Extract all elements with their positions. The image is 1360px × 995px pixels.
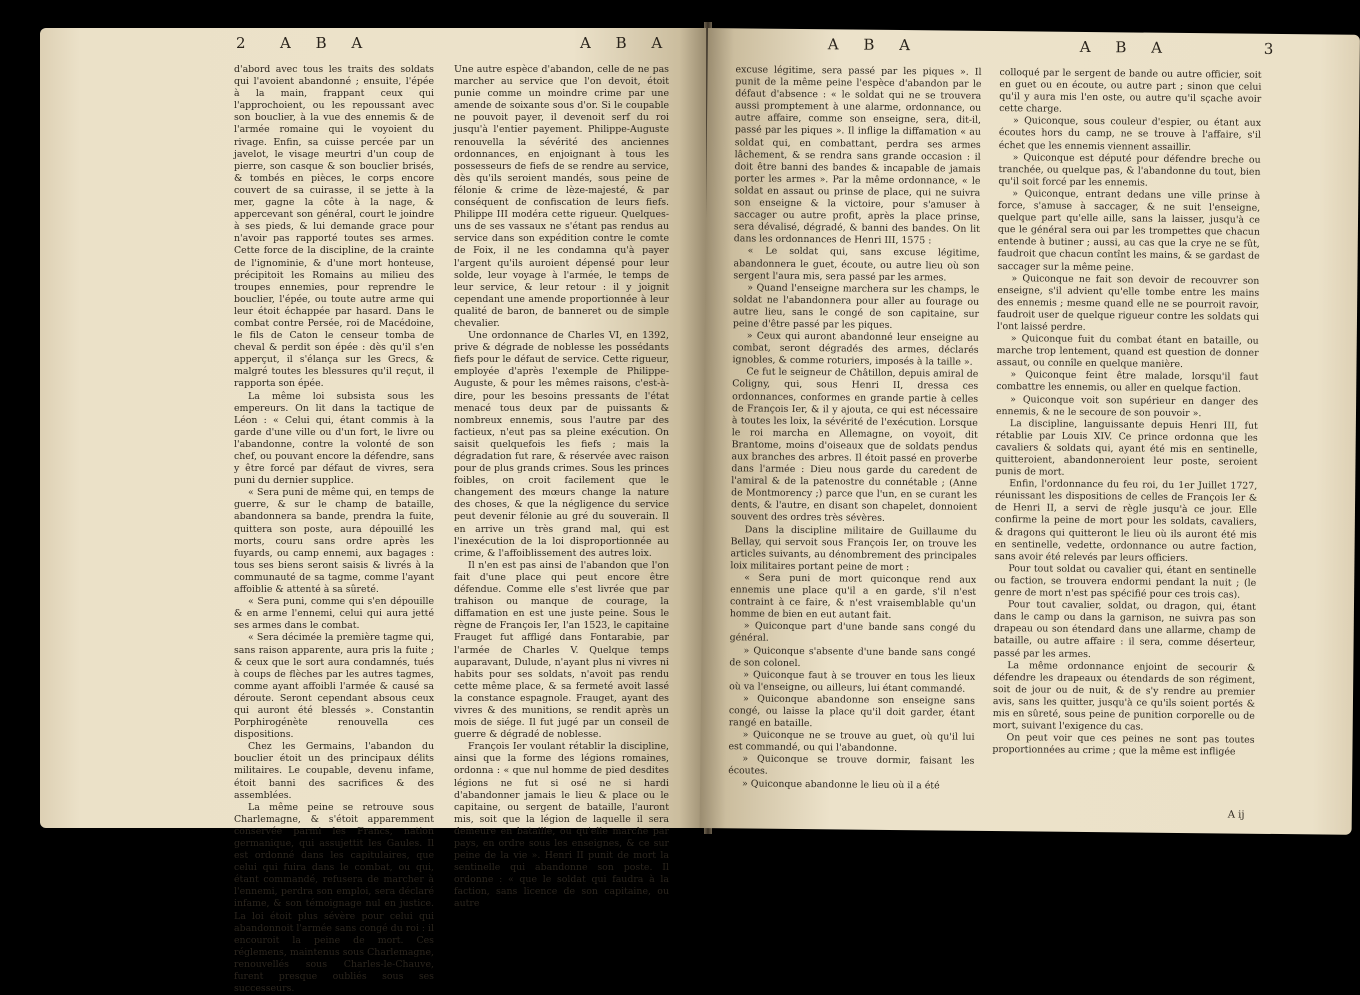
paragraph: » Quiconque ne fait son devoir de recouvrer son enseigne, s'il advient qu'elle tombe entre les mains des ennemis ; mesme quand elle ne se pourroit ravoir, faudroit user de quelque rigueur contre les soldats qui l'ont laissé perdre. [996,272,1260,333]
paragraph: excuse légitime, sera passé par les piques ». Il punit de la même peine l'espèce d'abandon par le défaut d'absence : « le soldat qui ne se trouvera aussi promptement à une alarme, ordonnance, ou autre affaire, comme son enseigne, sera, dit-il, passé par les piques ». Il inflige la diffamation « au soldat qui, en combattant, perdra ses armes lâchement, & se rendra sans grande occasion : il doit être banni des bandes & incapable de jamais porter les armes ». Par la même ordonnance, « le soldat en assaut ou prinse de place, qui ne suivra son enseigne & la victoire, pour s'amuser à saccager ou autre profit, après la place prinse, sera dévalisé, dégradé, & banni des bandes. On lit dans les ordonnances de Henri III, 1575 : [733,64,982,247]
paragraph: On peut voir que ces peines ne sont pas toutes proportionnées au crime ; que la même est infligée [992,732,1255,758]
paragraph: « Le soldat qui, sans excuse légitime, abandonnera le guet, écoute, ou autre lieu où son sergent l'aura mis, sera passé par les armes. [733,245,980,284]
paragraph: » Quiconque se trouve dormir, faisant les écoutes. [728,753,975,778]
right-page [700,28,1360,835]
paragraph: » Quiconque faut à se trouver en tous les lieux où va l'enseigne, ou ailleurs, lui étant commandé. [729,669,976,695]
paragraph: Il n'en est pas ainsi de l'abandon que l'on fait d'une place qui peut encore être défendue. Comme elle s'est livrée que par trahison ou manque de courage, la diffamation en est une juste peine. Sous le règne de François Ier, l'an 1523, le capitaine Frauget fut affligé dans Fontarabie, par l'armée de Charles V. Quelque temps auparavant, Dulude, n'ayant plus ni vivres ni habits pour ses soldats, n'avoit pas rendu cette même place, & sa fermeté avoit lassé la constance espagnole. Frauget, ayant des vivres & des munitions, se rendit après un mois de siége. Il fut jugé par un conseil de guerre & dégradé de noblesse. [454,559,669,741]
right-column-2 [992,67,1261,759]
paragraph: La même ordonnance enjoint de secourir & défendre les drapeaux ou étendards de son régiment, soit de jour ou de nuit, & de s'y rendre au premier avis, sans les quitter, jusqu'à ce qu'ils soient portés & mis en sûreté, sous peine de punition corporelle ou de mort, suivant l'exigence du cas. [992,659,1256,733]
right-running-head-1: A B A [827,35,921,55]
paragraph: » Quiconque part d'une bande sans congé du général. [729,620,976,645]
right-column-1 [728,64,982,792]
paragraph: » Quiconque, entrant dedans une ville prinse à force, s'amuse à saccager, & ne suit l'enseigne, quelque part qu'elle aille, sans la laisser, jusqu'à ce que le général sera oui par les trompettes que chacun entende à butiner ; aussi, au cas que la crye ne se fût, faudroit que chacun contînt les mains, & se gardast de saccager sur la même peine. [997,188,1261,273]
paragraph: La même peine se retrouve sous Charlemagne, & s'étoit apparemment conservée parmi les Francs, nation germanique, qui assujettit les Gaules. Il est ordonné dans les capitulaires, que celui qui fuira dans le combat, ou qui, étant commandé, refusera de marcher à l'ennemi, perdra son emploi, sera déclaré infame, & son témoignage nul en justice. La loi étoit plus sévère pour celui qui abandonnoit l'armée sans congé du roi : il encouroit la peine de mort. Ces réglemens, maintenus sous Charlemagne, renouvellés sous Charles-le-Chauve, furent presque oubliés sous ses successeurs. [234,801,434,995]
left-page [40,28,706,995]
paragraph: « Sera décimée la première tagme qui, sans raison apparente, aura pris la fuite ; & ceux que le sort aura condamnés, tués à coups de flèches par les autres tagmes, comme ayant affoibli l'armée & causé sa déroute. Seront cependant absous ceux qui auront été blessés ». Constantin Porphirogénète renouvella ces dispositions. [234,632,434,741]
paragraph: » Quand l'enseigne marchera sur les champs, le soldat ne l'abandonnera pour aller au fourage ou autre lieu, sans le congé de son capitaine, sur peine d'être passé par les piques. [732,282,980,331]
paragraph: » Quiconque voit son supérieur en danger des ennemis, & ne le secoure de son pouvoir ». [995,393,1259,419]
paragraph: La même loi subsista sous les empereurs. On lit dans la tactique de Léon : « Celui qui, étant commis à la garde d'une ville ou d'un fort, le livre ou l'abandonne, contre la volonté de son chef, ou pouvant encore la défendre, sans y être forcé par défaut de vivres, sera puni du dernier supplice. [234,390,434,487]
paragraph: » Quiconque abandonne le lieu où il a été [742,777,940,791]
book-spread [20,0,1342,995]
left-column-1 [234,64,434,995]
paragraph: d'abord avec tous les traits des soldats qui l'avoient abandonné ; ensuite, l'épée à la main, frappant ceux qui l'approchoient, ou les repoussant avec son bouclier, à la vue des ennemis & de l'armée romaine qui le voyoient du rivage. Enfin, sa cuisse percée par un javelot, le visage meurtri d'un coup de pierre, son casque & son bouclier brisés, & tombés en pièces, le corps encore couvert de sa cuirasse, il se jette à la mer, gagne la côte à la nage, & appercevant son général, court le joindre à ses pieds, & lui demande grace pour n'avoir pas rapporté toutes ses armes. Cette force de la discipline, de la crainte de l'ignominie, & d'une mort honteuse, précipitoit les Romains au milieu des troupes ennemies, pour reprendre le bouclier, l'épée, ou toute autre arme qui leur étoit échappée par hasard. Dans le combat contre Persée, roi de Macédoine, le fils de Caton le censeur tomba de cheval & perdit son épée : dès qu'il s'en apperçut, il s'élança sur les Grecs, & malgré toutes les blessures qu'il reçut, il rapporta son épée. [234,64,434,390]
paragraph: » Ceux qui auront abandonné leur enseigne au combat, seront dégradés des armes, déclarés ignobles, & comme roturiers, imposés à la taille ». [732,330,979,369]
paragraph: « Sera puni, comme qui s'en dépouille & en arme l'ennemi, celui qui aura jetté ses armes dans le combat. [234,596,434,632]
paragraph: Ce fut le seigneur de Châtillon, depuis amiral de Coligny, qui, sous Henri II, dressa ces ordonnances, conformes en grande partie à celles de François Ier, & il y ajouta, ce qui est nécessaire à toutes les loix, la sévérité de l'exécution. Lorsque le roi marcha en Allemagne, on voyoit, dit Brantome, moins d'oiseaux que de soldats pendus aux branches des arbres. Il étoit passé en proverbe dans l'armée : Dieu nous garde du caredent de l'amiral & de la patenostre du connétable ; (Anne de Montmorency ;) parce que l'un, en se curant les dents, & l'autre, en disant son chapelet, donnoient souvent des ordres très sévères. [730,366,979,525]
paragraph: Dans la discipline militaire de Guillaume du Bellay, qui servoit sous François Ier, on trouve les articles suivants, au dénombrement des principales loix militaires portant peine de mort : [730,523,977,573]
paragraph: Pour tout soldat ou cavalier qui, étant en sentinelle ou faction, se trouvera endormi pendant la nuit ; (le genre de mort n'est pas spécifié pour ces trois cas). [994,563,1257,601]
paragraph: Une ordonnance de Charles VI, en 1392, prive & dégrade de noblesse les possédants fiefs pour le défaut de service. Cette rigueur, employée d'après l'exemple de Philippe-Auguste, & pour les mêmes raisons, c'est-à-dire, pour les besoins pressants de l'état menacé tous deux par de puissants & nombreux ennemis, sous l'autre par des factieux, n'eut pas sa pleine exécution. On saisit quelquefois les fiefs ; mais la dégradation fut rare, & réservée avec raison pour de plus grands crimes. Sous les princes foibles, on croit facilement que le changement des mœurs change la nature des choses, & que la négligence du service peut devenir félonie au gré du souverain. Il en arrive un très grand mal, qui est l'inexécution de la loi disproportionnée au crime, & l'affoiblissement des autres loix. [454,330,669,559]
left-page-number: 2 [236,34,246,52]
paragraph: » Quiconque feint être malade, lorsqu'il faut combattre les ennemis, ou aller en quelque faction. [996,369,1259,396]
paragraph: » Quiconque, sous couleur d'espier, ou étant aux écoutes hors du camp, ne se trouve à l'affaire, s'il échet que les ennemis viennent assaillir. [998,115,1262,153]
paragraph: La discipline, languissante depuis Henri III, fut rétablie par Louis XIV. Ce prince ordonna que les cavaliers & soldats qui, ayant été mis en sentinelle, quitteroient, abandonneroient leur poste, seroient punis de mort. [995,417,1258,478]
right-running-head-2: A B A [1079,37,1173,57]
paragraph: Chez les Germains, l'abandon du bouclier étoit un des principaux délits militaires. Le coupable, devenu infame, étoit banni des sacrifices & des assemblées. [234,741,434,801]
paragraph: Une autre espèce d'abandon, celle de ne pas marcher au service que l'on devoit, étoit punie comme un moindre crime par une amende de soixante sous d'or. Si le coupable ne pouvoit payer, il devenoit serf du roi jusqu'à l'entier payement. Philippe-Auguste renouvella la sévérité des anciennes ordonnances, en enjoignant à tous les possesseurs de fiefs de se rendre au service, dès qu'ils seroient mandés, sous peine de félonie & crime de lèze-majesté, & par conséquent de confiscation de leurs fiefs. Philippe III modéra cette rigueur. Quelques-uns de ses vassaux ne s'étant pas rendus au service dans son expédition contre le comte de Foix, il ne les condamna qu'à payer l'argent qu'ils auroient dépensé pour leur solde, leur voyage à l'armée, le temps de leur service, & leur retour : il y joignit cependant une amende proportionnée à leur qualité de baron, de banneret ou de simple chevalier. [454,64,669,329]
paragraph: » Quiconque abandonne son enseigne sans congé, ou laisse la place qu'il doit garder, étant rangé en bataille. [728,693,976,730]
paragraph: « Sera puni de mort quiconque rend aux ennemis une place qu'il a en garde, s'il n'est contraint à ce faire, & n'est vraisemblable qu'un homme de bien en eut autant fait. [729,572,977,622]
paragraph: » Quiconque fuit du combat étant en bataille, ou marche trop lentement, quand est question de donner assaut, ou connîle en quelque manière. [996,333,1259,371]
paragraph: François Ier voulant rétablir la discipline, ainsi que la forme des légions romaines, ordonna : « que nul homme de pied desdites légions ne fut si osé ne si hardi d'abandonner jamais le lieu & place ou le capitaine, ou sergent de bataille, l'auront mis, soit que la légion de laquelle il sera demeure en bataille, ou qu'elle marche par pays, en ordre sous les enseignes, & ce sur peine de la vie ». Henri II punit de mort la sentinelle qui abandonne son poste. Il ordonne : « que le soldat qui faudra à la faction, sans licence de son capitaine, ou autre [454,741,669,910]
paragraph: « Sera puni de même qui, en temps de guerre, & sur le champ de bataille, abandonnera sa bande, prendra la fuite, quittera son poste, aura dépouillé les morts, couru sans ordre après les fuyards, ou camp ennemi, aux bagages : tous ses biens seront saisis & livrés à la communauté de sa tagme, comme l'ayant affoiblie & attenté à sa sûreté. [234,487,434,596]
paragraph: Pour tout cavalier, soldat, ou dragon, qui, étant dans le camp ou dans la garnison, ne suivra pas son drapeau ou son étendard dans une allarme, champ de bataille, ou autre affaire : il sera, comme déserteur, passé par les armes. [993,599,1257,660]
paragraph: » Quiconque s'absente d'une bande sans congé de son colonel. [729,644,976,669]
right-page-number: 3 [1263,39,1274,58]
paragraph: » Quiconque ne se trouve au guet, où qu'il lui est commandé, ou qui l'abandonne. [728,729,975,755]
signature-mark: A ij [1227,809,1245,821]
paragraph: Enfin, l'ordonnance du feu roi, du 1er Juillet 1727, réunissant les dispositions de celles de François Ier & de Henri II, a servi de règle jusqu'à ce jour. Elle confirme la peine de mort pour les soldats, cavaliers, & dragons qui quitteront le lieu où ils auront été mis en sentinelle, vedette, ordonnance ou autre faction, sans avoir été relevés par leurs officiers. [994,478,1258,564]
paragraph: » Quiconque est député pour défendre breche ou tranchée, ou quelque pas, & l'abandonne du tout, bien qu'il soit forcé par les ennemis. [998,151,1261,189]
paragraph: colloqué par le sergent de bande ou autre officier, soit en guet ou en écoute, ou autre part ; sinon que celui qu'il y aura mis l'en oste, ou autre qu'il sçache avoir cette charge. [999,67,1262,115]
left-column-2 [454,64,669,911]
left-running-head-2: A B A [580,34,673,52]
left-running-head-1: A B A [280,34,373,52]
